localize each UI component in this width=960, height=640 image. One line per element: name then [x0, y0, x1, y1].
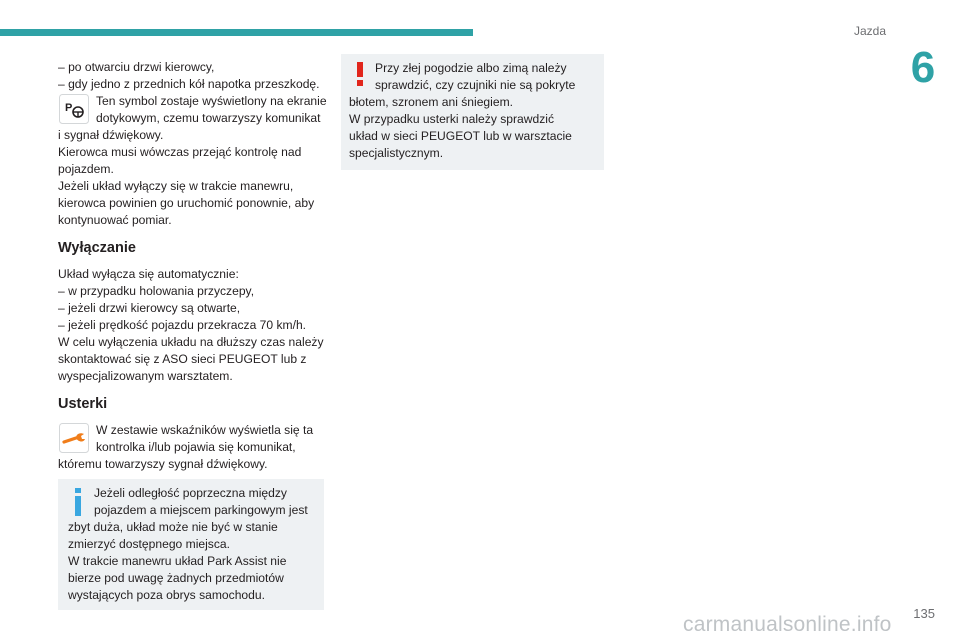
- fault-notice: [58, 422, 324, 456]
- text-line: zbyt duża, układ może nie być w stanie: [68, 520, 278, 534]
- text-line: bierze pod uwagę żadnych przedmiotów: [68, 571, 284, 585]
- text-line: dotykowym, czemu towarzyszy komunikat: [96, 111, 321, 125]
- left-column: [58, 59, 327, 610]
- watermark: carmanualsonline.info: [683, 613, 892, 636]
- text-line: i sygnał dźwiękowy.: [58, 128, 164, 142]
- text-line: W przypadku usterki należy sprawdzić: [349, 112, 554, 126]
- list-item: – w przypadku holowania przyczepy,: [58, 284, 255, 298]
- text-line: błotem, szronem ani śniegiem.: [349, 95, 514, 109]
- text-line: kontynuować pomiar.: [58, 213, 172, 227]
- list-item: – gdy jedno z przednich kół napotka przeszkodę.: [58, 77, 320, 91]
- chapter-name: Jazda: [853, 24, 886, 38]
- fault-body: któremu towarzyszy sygnał dźwiękowy.: [58, 457, 268, 471]
- text-line: specjalistycznym.: [349, 146, 444, 160]
- warning-box-head-text: [371, 60, 575, 94]
- page-number: 135: [913, 606, 935, 621]
- info-box-head-text: [90, 485, 308, 519]
- svg-text:P: P: [65, 102, 73, 114]
- right-column: [341, 54, 604, 170]
- text-line: wyspecjalizowanym warsztatem.: [58, 369, 233, 383]
- text-line: W celu wyłączenia układu na dłuższy czas należy: [58, 335, 324, 349]
- chapter-number: 6: [910, 43, 936, 92]
- text-line: Jeżeli odległość poprzeczna między: [94, 486, 287, 500]
- park-assist-notice-text: [96, 93, 327, 127]
- text-line: Układ wyłącza się automatycznie:: [58, 267, 239, 281]
- warning-exclamation-icon: [349, 60, 371, 90]
- info-box-head: [68, 485, 314, 519]
- text-line: układ w sieci PEUGEOT lub w warsztacie: [349, 129, 572, 143]
- text-line: skontaktować się z ASO sieci PEUGEOT lub z: [58, 352, 307, 366]
- text-line: kontrolka i/lub pojawia się komunikat,: [96, 440, 296, 454]
- text-line: pojazdem a miejscem parkingowym jest: [94, 503, 308, 517]
- text-line: W zestawie wskaźników wyświetla się ta: [96, 423, 314, 437]
- park-assist-body: [58, 127, 324, 229]
- warning-box-body: [349, 94, 596, 162]
- section-heading-usterki: Usterki: [58, 396, 108, 412]
- fault-notice-text: [96, 422, 313, 456]
- wrench-icon: [58, 422, 90, 454]
- warning-box-head: [349, 60, 596, 94]
- list-item: – jeżeli drzwi kierowcy są otwarte,: [58, 301, 241, 315]
- text-line: W trakcie manewru układ Park Assist nie: [68, 554, 287, 568]
- text-line: Przy złej pogodzie albo zimą należy: [375, 61, 567, 75]
- section-wylaczanie-body: [58, 266, 324, 385]
- text-line: sprawdzić, czy czujniki nie są pokryte: [375, 78, 576, 92]
- park-assist-icon: [58, 93, 90, 125]
- list-item: – jeżeli prędkość pojazdu przekracza 70 km/h.: [58, 318, 307, 332]
- text-line: Kierowca musi wówczas przejąć kontrolę nad: [58, 145, 302, 159]
- info-box-body: [68, 519, 314, 604]
- info-icon: [68, 485, 90, 519]
- text-line: Jeżeli układ wyłączy się w trakcie manewru,: [58, 179, 294, 193]
- list-item: – po otwarciu drzwi kierowcy,: [58, 60, 215, 74]
- text-line: pojazdem.: [58, 162, 114, 176]
- text-line: kierowca powinien go uruchomić ponownie, aby: [58, 196, 315, 210]
- text-line: zmierzyć dostępnego miejsca.: [68, 537, 230, 551]
- intro-list: [58, 59, 324, 93]
- park-assist-notice: [58, 93, 327, 127]
- section-heading-wylaczanie: Wyłączanie: [58, 240, 136, 256]
- header-accent-bar: [0, 29, 473, 36]
- info-box: [58, 479, 324, 610]
- text-line: wystających poza obrys samochodu.: [68, 588, 265, 602]
- warning-box: [341, 54, 604, 170]
- text-line: Ten symbol zostaje wyświetlony na ekranie: [96, 94, 327, 108]
